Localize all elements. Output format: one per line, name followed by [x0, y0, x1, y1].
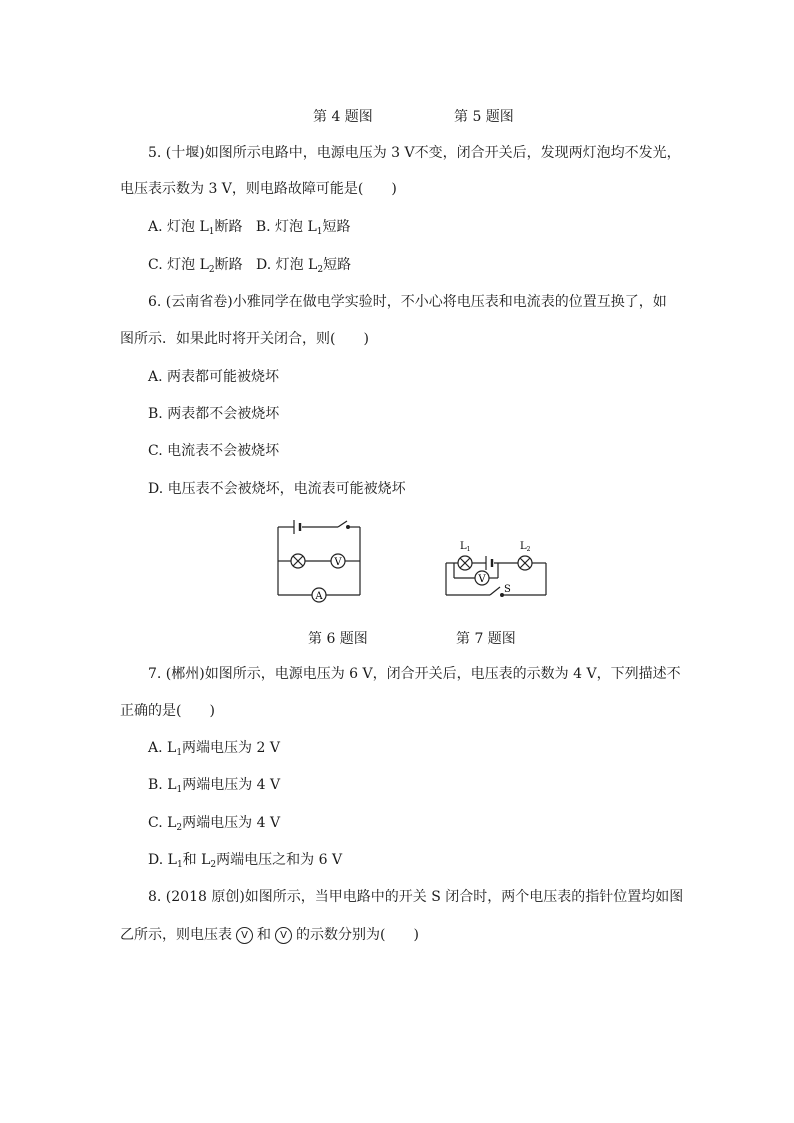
fig7-voltmeter-label: V — [478, 574, 486, 585]
fig7-lamp1-label: $L_1$ — [460, 541, 471, 553]
q5-options-cd — [148, 256, 351, 274]
q8-stem-line1: 8. (2018 原创)如图所示，当甲电路中的开关 S 闭合时，两个电压表的指针位置均如图 — [148, 889, 684, 905]
figure-caption-6: 第 6 题图 — [308, 631, 368, 647]
figure-caption-7: 第 7 题图 — [456, 631, 516, 647]
q5-option-d: D. 灯泡 $L_2$短路 — [255, 257, 352, 275]
fig7-lamp2-label: $L_2$ — [520, 541, 531, 553]
q5-option-c: C. 灯泡 $L_2$断路 — [148, 257, 243, 275]
figure-7-circuit — [440, 535, 552, 601]
q6-stem-line2: 图所示．如果此时将开关闭合，则( ) — [120, 331, 369, 347]
q7-option-a: A. $L_1$两端电压为 2 V — [148, 740, 280, 758]
q5-stem-line2: 电压表示数为 3 V，则电路故障可能是( ) — [120, 181, 397, 197]
q7-stem-line2: 正确的是( ) — [120, 703, 215, 719]
voltmeter-1-symbol: V — [236, 927, 253, 944]
q5-stem-line1: 5. (十堰)如图所示电路中，电源电压为 3 V不变，闭合开关后，发现两灯泡均不发光， — [148, 145, 681, 161]
q7-option-d: D. $L_1$和 $L_2$两端电压之和为 6 V — [148, 852, 343, 870]
q6-option-d: D. 电压表不会被烧坏，电流表可能被烧坏 — [148, 481, 406, 497]
fig7-switch-label: S — [504, 584, 511, 595]
q7-option-b: B. $L_1$两端电压为 4 V — [148, 777, 281, 795]
q5-option-a: A. 灯泡 $L_1$断路 — [148, 219, 243, 237]
figure-6-circuit — [270, 515, 370, 605]
voltmeter-2-symbol: V — [275, 927, 292, 944]
q6-option-b: B. 两表都不会被烧坏 — [148, 406, 280, 422]
figure-caption-4: 第 4 题图 — [313, 109, 373, 125]
q7-stem-line1: 7. (郴州)如图所示，电源电压为 6 V，闭合开关后，电压表的示数为 4 V，下列描述不 — [148, 666, 681, 682]
fig6-voltmeter-label: V — [334, 557, 342, 568]
q6-option-c: C. 电流表不会被烧坏 — [148, 443, 280, 459]
q7-option-c: C. $L_2$两端电压为 4 V — [148, 815, 281, 833]
figure-caption-5: 第 5 题图 — [454, 109, 514, 125]
q5-option-b: B. 灯泡 $L_1$短路 — [255, 219, 351, 237]
q8-stem-line2: 乙所示，则电压表 V 和 V 的示数分别为( ) — [120, 927, 419, 943]
q6-option-a: A. 两表都可能被烧坏 — [148, 369, 280, 385]
fig6-ammeter-label: A — [315, 591, 323, 602]
q6-stem-line1: 6. (云南省卷)小雅同学在做电学实验时，不小心将电压表和电流表的位置互换了，如 — [148, 294, 667, 310]
q5-options-ab — [148, 218, 351, 236]
